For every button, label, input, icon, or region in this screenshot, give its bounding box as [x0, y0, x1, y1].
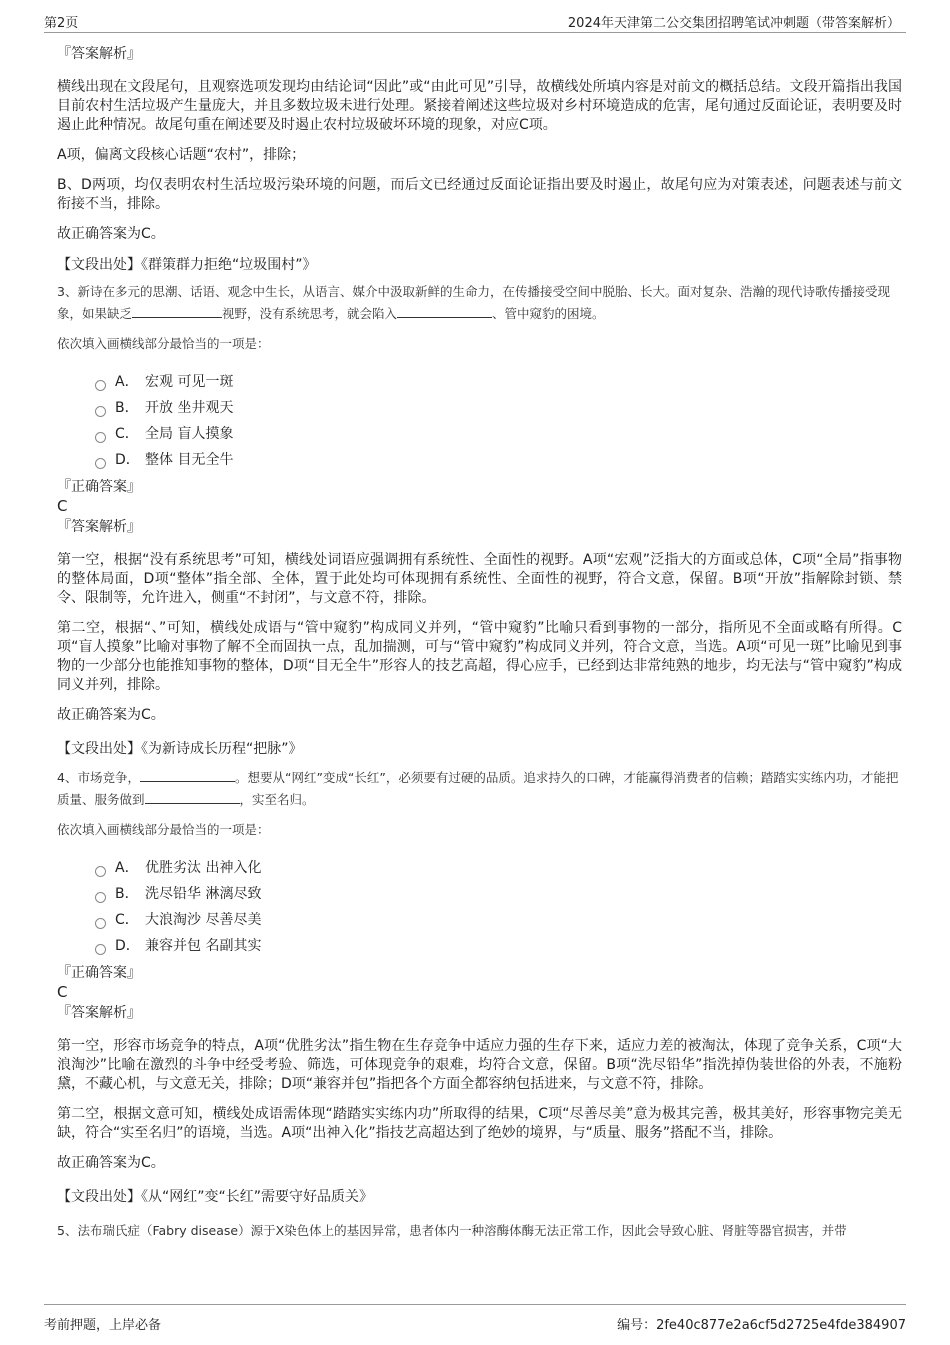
footer-slogan: 考前押题，上岸必备 — [44, 1318, 162, 1333]
question-stem: 5、法布瑞氏症（Fabry disease）源于X染色体上的基因异常，患者体内一种溶酶体酶无法正常工作，因此会导致心脏、肾脏等器官损害，并带 — [57, 1223, 847, 1238]
analysis-paragraph: 第一空，形容市场竞争的特点，A项“优胜劣汰”指生物在生存竞争中适应力强的生存下来，适应力差的被淘汰，体现了竞争关系，C项“大浪淘沙”比喻在激烈的斗争中经受考验、筛选，可体现竞争的艰难，均符合文意，保留。B项“洗尽铅华”指洗掉伪装世俗的外表，不施粉黛，不藏心机，与文意无关，排除；D项“兼容并包”指把各个方面全都容纳包括进来，与文意不符，排除。 — [57, 1038, 902, 1092]
correct-answer-label: 『正确答案』 — [57, 479, 141, 495]
options-list — [95, 855, 902, 959]
option-d[interactable]: D． 整体 目无全牛 — [95, 447, 902, 473]
radio-icon[interactable] — [95, 380, 106, 391]
radio-icon[interactable] — [95, 918, 106, 929]
document-id: 编号：2fe40c877e2a6cf5d2725e4fde384907 — [617, 1318, 906, 1333]
fill-blank — [145, 791, 240, 804]
question-stem: 3、新诗在多元的思潮、话语、观念中生长，从语言、媒介中汲取新鲜的生命力，在传播接受空间中脱胎、长大。面对复杂、浩瀚的现代诗歌传播接受现象，如果缺乏 视野，没有系统思考，就会陷入 、管中窥豹的困境。 — [57, 284, 890, 321]
analysis-paragraph: 横线出现在文段尾句，且观察选项发现均由结论词“因此”或“由此可见”引导，故横线处所填内容是对前文的概括总结。文段开篇指出我国目前农村生活垃圾产生量庞大，并且多数垃圾未进行处理。紧接着阐述这些垃圾对乡村环境造成的危害，尾句通过反面论证，表明要及时遏止此种情况。故尾句重在阐述要及时遏止农村垃圾破坏环境的现象，对应C项。 — [57, 79, 902, 133]
correct-answer-label: 『正确答案』 — [57, 965, 141, 981]
question-prompt: 依次填入画横线部分最恰当的一项是： — [57, 336, 270, 351]
fill-blank — [397, 305, 492, 318]
analysis-paragraph: 第二空，根据文意可知，横线处成语需体现“踏踏实实练内功”所取得的结果，C项“尽善尽美”意为极其完善，极其美好，形容事物完美无缺，符合“实至名归”的语境，当选。A项“出神入化”指技艺高超达到了绝妙的境界，与“质量、服务”搭配不当，排除。 — [57, 1106, 902, 1141]
fill-blank — [132, 305, 222, 318]
source-citation: 【文段出处】《从“网红”变“长红”需要守好品质关》 — [57, 1189, 374, 1205]
page-header — [44, 10, 906, 33]
radio-icon[interactable] — [95, 944, 106, 955]
page-number: 第2页 — [44, 16, 79, 31]
option-c[interactable]: C． 大浪淘沙 尽善尽美 — [95, 907, 902, 933]
radio-icon[interactable] — [95, 866, 106, 877]
page-footer — [44, 1304, 906, 1341]
analysis-paragraph: A项，偏离文段核心话题“农村”，排除； — [57, 147, 306, 163]
analysis-label: 『答案解析』 — [57, 46, 141, 62]
option-a[interactable]: A． 宏观 可见一斑 — [95, 369, 902, 395]
option-a[interactable]: A． 优胜劣汰 出神入化 — [95, 855, 902, 881]
document-title: 2024年天津第二公交集团招聘笔试冲刺题（带答案解析） — [567, 16, 900, 31]
radio-icon[interactable] — [95, 432, 106, 443]
question-stem: 4、市场竞争， 。想要从“网红”变成“长红”，必须要有过硬的品质。追求持久的口碑，才能赢得消费者的信赖；踏踏实实练内功，才能把质量、服务做到 ，实至名归。 — [57, 770, 899, 807]
source-citation: 【文段出处】《为新诗成长历程“把脉”》 — [57, 741, 303, 757]
correct-answer: C — [57, 497, 68, 515]
source-citation: 【文段出处】《群策群力拒绝“垃圾围村”》 — [57, 257, 317, 273]
radio-icon[interactable] — [95, 892, 106, 903]
option-c[interactable]: C． 全局 盲人摸象 — [95, 421, 902, 447]
analysis-paragraph: 第一空，根据“没有系统思考”可知，横线处词语应强调拥有系统性、全面性的视野。A项“宏观”泛指大的方面或总体，C项“全局”指事物的整体局面，D项“整体”指全部、全体，置于此处均可体现拥有系统性、全面性的视野，符合文意，保留。B项“开放”指解除封锁、禁令、限制等，允许进入，侧重“不封闭”，与文意不符，排除。 — [57, 552, 902, 606]
conclusion: 故正确答案为C。 — [57, 1155, 165, 1171]
analysis-label: 『答案解析』 — [57, 519, 141, 535]
analysis-paragraph: 第二空，根据“、”可知，横线处成语与“管中窥豹”构成同义并列，“管中窥豹”比喻只看到事物的一部分，指所见不全面或略有所得。C项“盲人摸象”比喻对事物了解不全而固执一点，乱加揣测，可与“管中窥豹”构成同义并列，符合文意，当选。A项“可见一斑”比喻见到事物的一少部分也能推知事物的整体，D项“目无全牛”形容人的技艺高超，得心应手，已经到达非常纯熟的地步，均无法与“管中窥豹”构成同义并列，排除。 — [57, 620, 902, 693]
fill-blank — [140, 769, 235, 782]
radio-icon[interactable] — [95, 406, 106, 417]
question-prompt: 依次填入画横线部分最恰当的一项是： — [57, 822, 270, 837]
document-body — [57, 44, 902, 1296]
option-b[interactable]: B． 开放 坐井观天 — [95, 395, 902, 421]
conclusion: 故正确答案为C。 — [57, 707, 165, 723]
conclusion: 故正确答案为C。 — [57, 226, 165, 242]
correct-answer: C — [57, 983, 68, 1001]
radio-icon[interactable] — [95, 458, 106, 469]
option-b[interactable]: B． 洗尽铅华 淋漓尽致 — [95, 881, 902, 907]
analysis-paragraph: B、D两项，均仅表明农村生活垃圾污染环境的问题，而后文已经通过反面论证指出要及时遏止，故尾句应为对策表述，问题表述与前文衔接不当，排除。 — [57, 177, 902, 212]
option-d[interactable]: D． 兼容并包 名副其实 — [95, 933, 902, 959]
analysis-label: 『答案解析』 — [57, 1005, 141, 1021]
options-list — [95, 369, 902, 473]
